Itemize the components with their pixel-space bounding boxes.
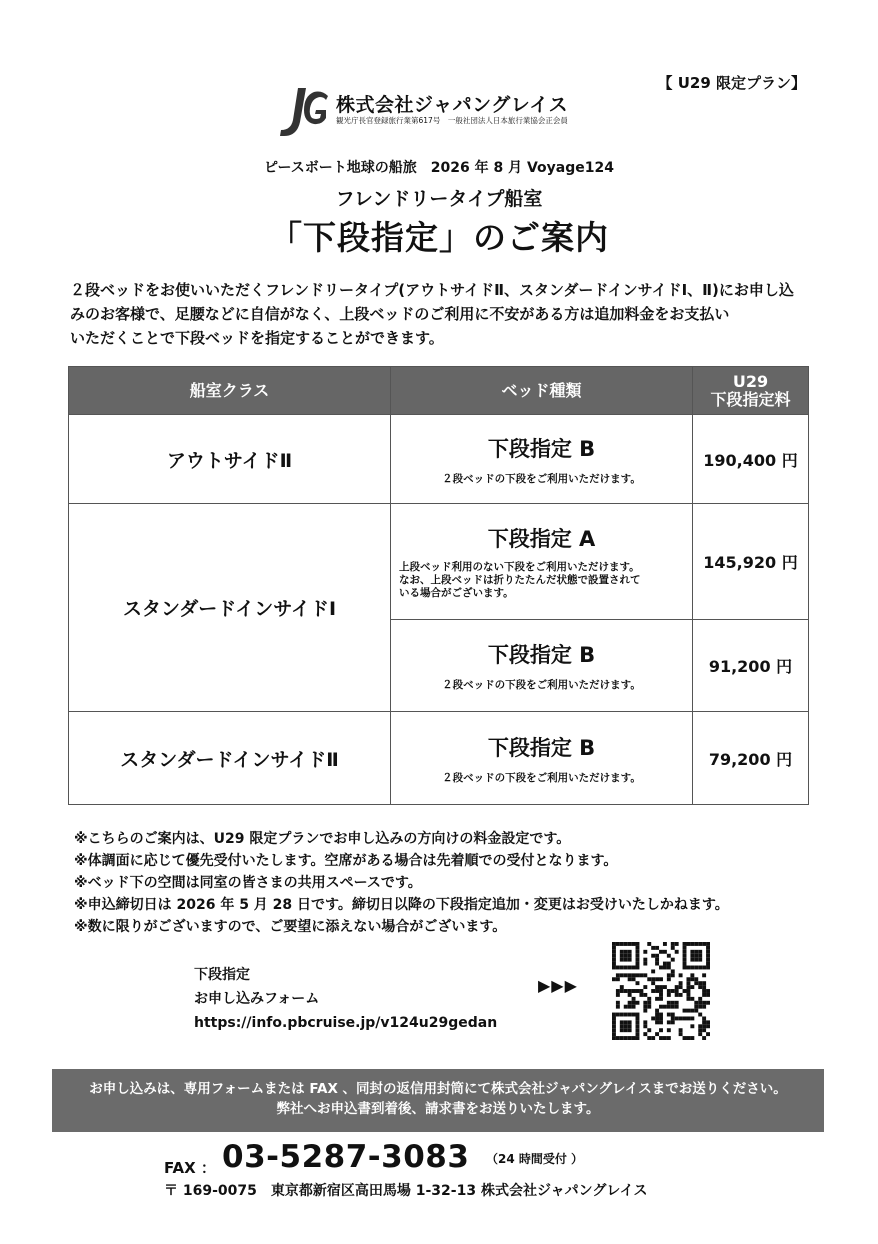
cabin-class-cell: アウトサイドⅡ [69, 415, 391, 504]
banner-line: 弊社へお申込書到着後、請求書をお送りいたします。 [276, 1101, 600, 1117]
header-price-line: U29 [732, 371, 769, 391]
intro-paragraph [70, 278, 815, 350]
bed-option-note-line: なお、上段ベッドは折りたたんだ状態で設置されて [399, 574, 641, 586]
intro-line: ２段ベッドをお使いいただくフレンドリータイプ(アウトサイドⅡ、スタンダードインサイドⅠ、Ⅱ)にお申し込 [70, 281, 794, 299]
form-url-link[interactable]: https://info.pbcruise.jp/v124u29gedan [194, 1015, 498, 1031]
header-price-line: 下段指定料 [710, 389, 791, 409]
bed-option-name: 下段指定 B [487, 643, 596, 667]
banner-line: お申し込みは、専用フォームまたは FAX 、同封の返信用封筒にて株式会社ジャパングレイスまでお送りください。 [89, 1081, 787, 1097]
arrow-icon: ▶▶▶ [538, 976, 578, 995]
header-bed-type: ベッド種類 [391, 367, 693, 415]
fax-number: 03-5287-3083 [222, 1139, 470, 1175]
jg-logo-icon [276, 82, 338, 140]
price-cell: 79,200 円 [693, 712, 809, 805]
company-address: 〒 169-0075 東京都新宿区高田馬場 1-32-13 株式会社ジャパングレイス [164, 1183, 648, 1199]
qr-code-icon[interactable] [612, 942, 710, 1040]
application-banner [52, 1069, 824, 1132]
price-cell: 145,920 円 [693, 504, 809, 620]
application-form-info [194, 963, 497, 1035]
note-item: ※体調面に応じて優先受付いたします。空席がある場合は先着順での受付となります。 [74, 853, 618, 869]
bed-type-cell [391, 620, 693, 712]
plan-tag: 【 U29 限定プラン】 [657, 74, 806, 92]
table-row [69, 415, 809, 504]
bed-option-note: ２段ベッドの下段をご利用いただけます。 [442, 771, 641, 784]
page-title: 「下段指定」のご案内 [269, 218, 609, 257]
bed-option-note [391, 561, 692, 600]
bed-option-note-line: いる場合がございます。 [399, 587, 514, 599]
bed-option-name: 下段指定 A [487, 527, 596, 551]
bed-option-note-line: 上段ベッド利用のない下段をご利用いただけます。 [399, 561, 640, 573]
note-item: ※こちらのご案内は、U29 限定プランでお申し込みの方向けの料金設定です。 [74, 831, 571, 847]
intro-line: みのお客様で、足腰などに自信がなく、上段ベッドのご利用に不安がある方は追加料金をお支払い [70, 305, 730, 323]
header-price [693, 367, 809, 415]
table-row [69, 504, 809, 620]
bed-type-cell [391, 504, 693, 620]
bed-option-name: 下段指定 B [487, 735, 596, 760]
note-item: ※ベッド下の空間は同室の皆さまの共用スペースです。 [74, 875, 422, 891]
header-cabin-class: 船室クラス [69, 367, 391, 415]
cabin-class-cell: スタンダードインサイドⅠ [69, 504, 391, 712]
company-registration: 観光庁長官登録旅行業第617号 一般社団法人日本旅行業協会正会員 [336, 116, 568, 125]
intro-line: いただくことで下段ベッドを指定することができます。 [70, 329, 444, 347]
table-header-row [69, 367, 809, 415]
note-item: ※数に限りがございますので、ご要望に添えない場合がございます。 [74, 919, 507, 935]
cabin-type-heading: フレンドリータイプ船室 [335, 188, 543, 210]
cabin-class-cell: スタンダードインサイドⅡ [69, 712, 391, 805]
voyage-line: ピースボート地球の船旅 2026 年 8 月 Voyage124 [264, 160, 614, 176]
form-label: お申し込みフォーム [194, 991, 320, 1007]
company-name: 株式会社ジャパングレイス [336, 94, 569, 116]
notes-list [74, 828, 729, 938]
bed-option-note: ２段ベッドの下段をご利用いただけます。 [442, 472, 641, 485]
note-item: ※申込締切日は 2026 年 5 月 28 日です。締切日以降の下段指定追加・変更はお受けいたしかねます。 [74, 897, 729, 913]
bed-type-cell [391, 712, 693, 805]
price-table [68, 366, 809, 805]
fax-hours: （24 時間受付 ） [486, 1152, 584, 1166]
fax-label: FAX ： [164, 1159, 216, 1177]
table-row [69, 712, 809, 805]
company-logo [276, 82, 596, 140]
bed-option-name: 下段指定 B [487, 436, 596, 461]
bed-option-note: ２段ベッドの下段をご利用いただけます。 [442, 679, 641, 691]
price-cell: 190,400 円 [693, 415, 809, 504]
price-cell: 91,200 円 [693, 620, 809, 712]
bed-type-cell [391, 415, 693, 504]
form-label: 下段指定 [194, 967, 250, 983]
